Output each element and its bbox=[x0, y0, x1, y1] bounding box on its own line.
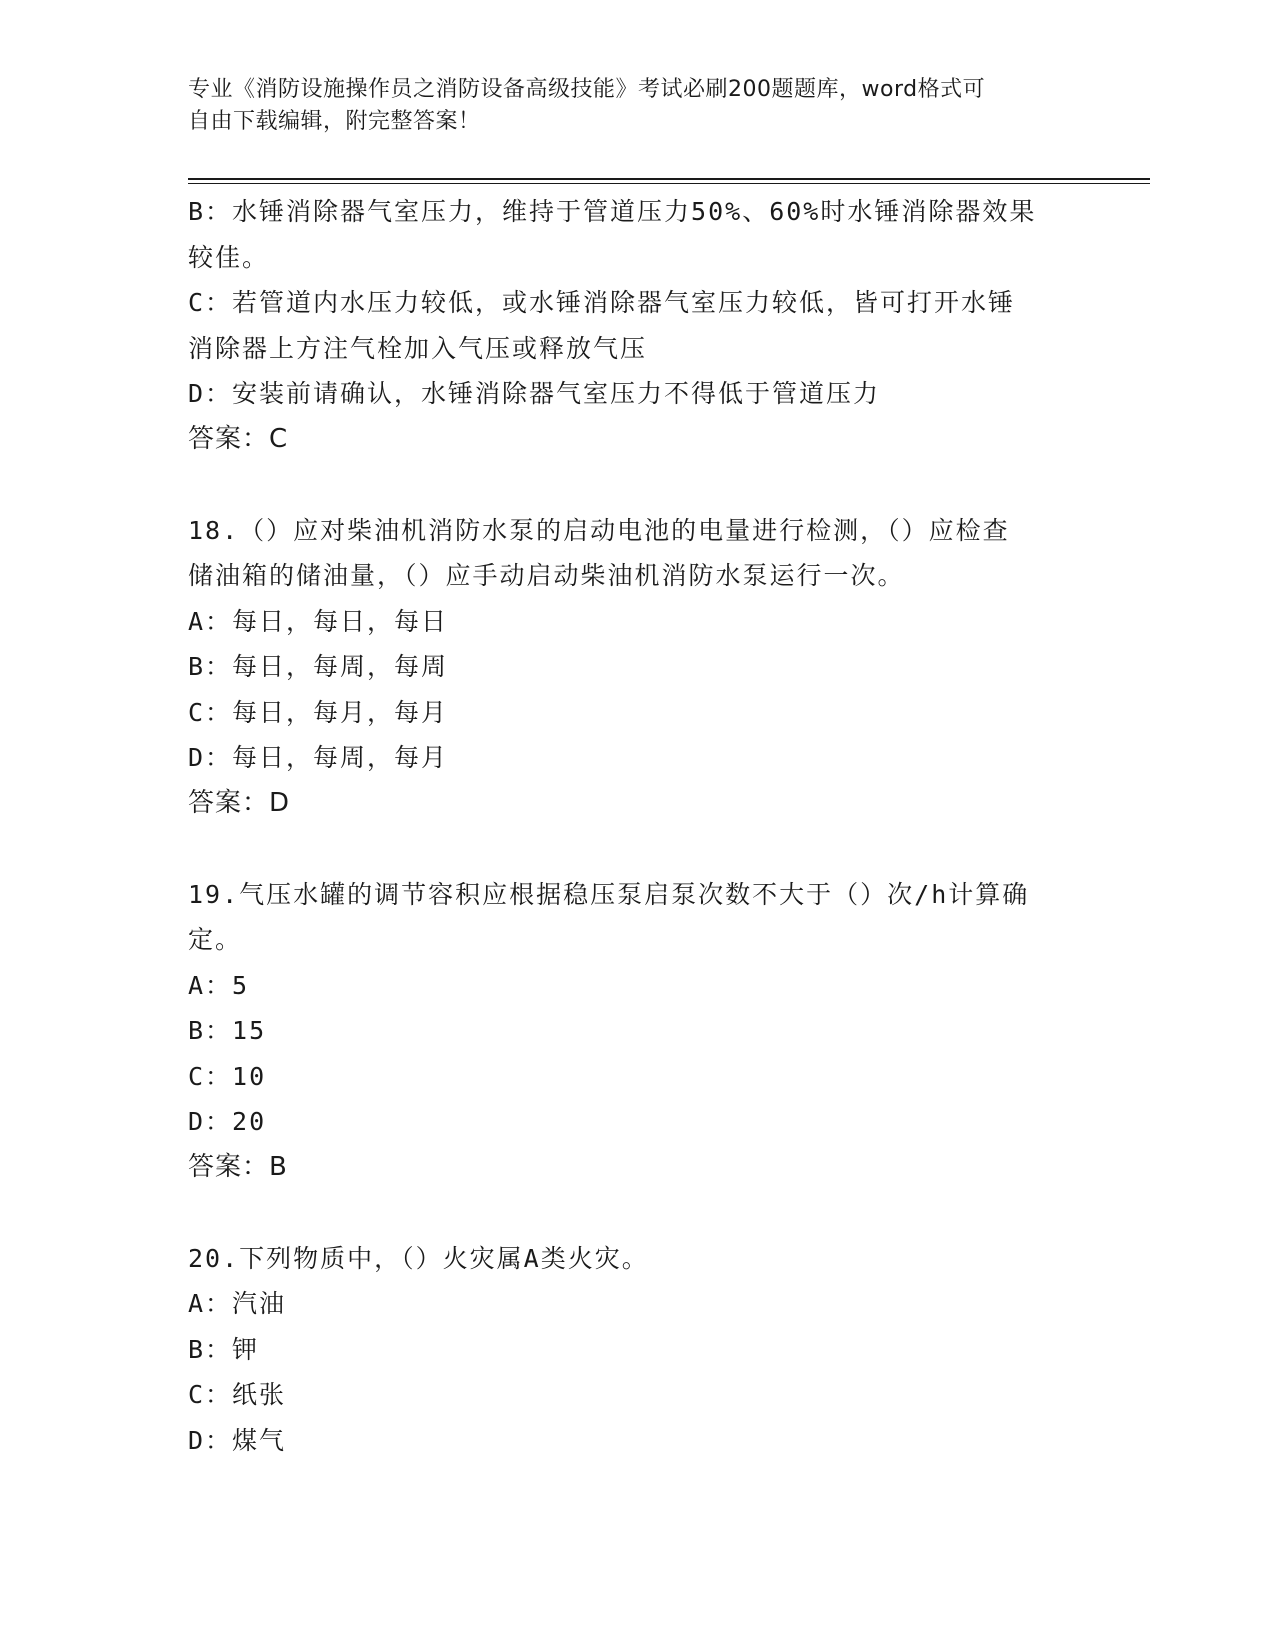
option-a: A：汽油 bbox=[188, 1289, 287, 1318]
question-stem-line-1: 19.气压水罐的调节容积应根据稳压泵启泵次数不大于（）次/h计算确 bbox=[188, 879, 1030, 909]
question-18 bbox=[188, 508, 1088, 827]
answer-text: 答案：D bbox=[188, 787, 291, 818]
spacer bbox=[188, 826, 1088, 872]
header-line-2: 自由下载编辑，附完整答案！ bbox=[188, 109, 481, 134]
option-b-line-1: B：水锤消除器气室压力，维持于管道压力50%、60%时水锤消除器效果 bbox=[188, 197, 1037, 226]
answer-text: 答案：C bbox=[188, 423, 289, 454]
question-stem-line-2: 储油箱的储油量，（）应手动启动柴油机消防水泵运行一次。 bbox=[188, 561, 905, 590]
option-b: B：钾 bbox=[188, 1334, 260, 1364]
option-d: D：煤气 bbox=[188, 1425, 287, 1455]
header-line-1: 专业《消防设施操作员之消防设备高级技能》考试必刷200题题库，word格式可 bbox=[188, 77, 986, 102]
option-d-line-1: D：安装前请确认，水锤消除器气室压力不得低于管道压力 bbox=[188, 379, 881, 408]
question-stem-line-2: 定。 bbox=[188, 925, 243, 954]
option-b: B：每日，每周，每周 bbox=[188, 652, 449, 681]
option-c: C：10 bbox=[188, 1061, 267, 1091]
document-body bbox=[188, 189, 1088, 1463]
spacer bbox=[188, 1190, 1088, 1236]
option-c: C：纸张 bbox=[188, 1380, 287, 1409]
option-c: C：每日，每月，每月 bbox=[188, 697, 449, 727]
option-d: D：20 bbox=[188, 1107, 267, 1136]
question-stem-line-1: 18.（）应对柴油机消防水泵的启动电池的电量进行检测，（）应检查 bbox=[188, 515, 1010, 545]
answer-text: 答案：B bbox=[188, 1151, 288, 1182]
option-a: A：5 bbox=[188, 970, 250, 1000]
question-stem-line-1: 20.下列物质中，（）火灾属A类火灾。 bbox=[188, 1243, 649, 1273]
document-header bbox=[188, 74, 1088, 138]
option-d: D：每日，每周，每月 bbox=[188, 743, 449, 772]
question-20 bbox=[188, 1236, 1088, 1464]
option-b: B：15 bbox=[188, 1016, 267, 1045]
option-c-line-1: C：若管道内水压力较低，或水锤消除器气室压力较低，皆可打开水锤 bbox=[188, 288, 1016, 317]
spacer bbox=[188, 462, 1088, 508]
header-rule-thick bbox=[188, 178, 1150, 180]
option-a: A：每日，每日，每日 bbox=[188, 606, 449, 636]
question-19 bbox=[188, 872, 1088, 1191]
option-c-line-2: 消除器上方注气栓加入气压或释放气压 bbox=[188, 333, 648, 363]
option-b-line-2: 较佳。 bbox=[188, 242, 270, 272]
header-rule-thin bbox=[188, 183, 1150, 184]
question-17-continued bbox=[188, 189, 1088, 462]
